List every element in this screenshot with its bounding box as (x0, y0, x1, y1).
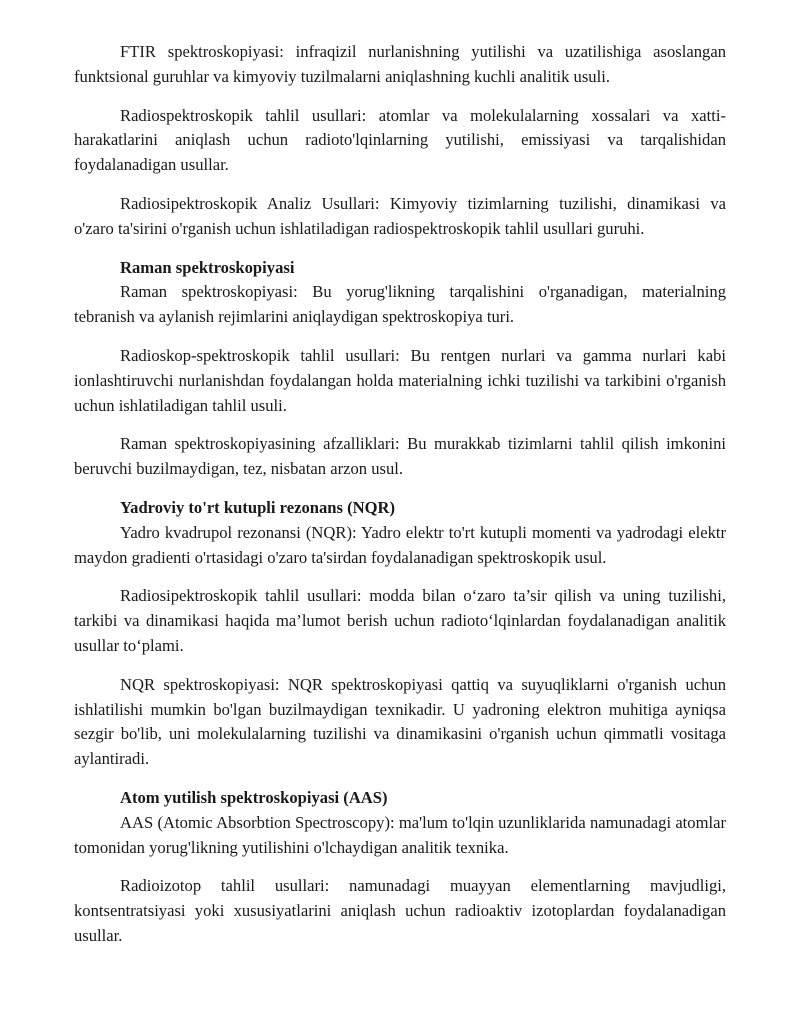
paragraph-radiospectroscopic-analysis: Radiosipektroskopik Analiz Usullari: Kimyoviy tizimlarning tuzilishi, dinamikasi va o'zaro ta'sirini o'rganish uchun ishlatiladigan radiospektroskopik tahlil usullari guruhi. (74, 193, 726, 238)
paragraph-raman-advantages: Raman spektroskopiyasining afzalliklari: Bu murakkab tizimlarni tahlil qilish imkonini beruvchi buzilmaydigan, tez, nisbatan arzon usul. (74, 434, 726, 479)
paragraph-radioscope-methods: Radioskop-spektroskopik tahlil usullari: Bu rentgen nurlari va gamma nurlari kabi ionlashtiruvchi nurlanishdan foydalangan holda materialning ichki tuzilishi va tarkibini o'rganish uchun ishlatiladigan tahlil usuli. (74, 345, 726, 415)
document-page (74, 40, 726, 963)
paragraph-radioisotope-methods: Radioizotop tahlil usullari: namunadagi muayyan elementlarning mavjudligi, kontsentratsiyasi yoki xususiyatlarini aniqlash uchun radioaktiv izotoplardan foydalanadigan usullar. (74, 876, 726, 945)
heading-aas: Atom yutilish spektroskopiyasi (AAS) (120, 787, 388, 807)
paragraph-radiospectroscopic-methods: Radiospektroskopik tahlil usullari: atomlar va molekulalarning xossalari va xatti-harakatlarini aniqlash uchun radioto'lqinlarning yutilishi, emissiyasi va tarqalishidan foydalanadigan usullar. (74, 105, 726, 175)
paragraph-raman-definition: Raman spektroskopiyasi: Bu yorug'likning tarqalishini o'rganadigan, materialning tebranish va aylanish rejimlarini aniqlaydigan spektroskopiya turi. (74, 282, 726, 327)
paragraph-ftir: FTIR spektroskopiyasi: infraqizil nurlanishning yutilishi va uzatilishiga asoslangan funktsional guruhlar va kimyoviy tuzilmalarni aniqlashning kuchli analitik usuli. (74, 42, 726, 86)
paragraph-aas-definition: AAS (Atomic Absorbtion Spectroscopy): ma'lum to'lqin uzunliklarida namunadagi atomlar tomonidan yorug'likning yutilishini o'lchaydigan analitik texnika. (74, 812, 726, 857)
paragraph-nqr-spectroscopy: NQR spektroskopiyasi: NQR spektroskopiyasi qattiq va suyuqliklarni o'rganish uchun ishlatilishi mumkin bo'lgan buzilmaydigan texnikadir. U yadroning elektron muhitiga ayniqsa sezgir bo'lib, uni molekulalarning tuzilishi va dinamikasini o'rganish uchun qimmatli vositaga aylantiradi. (74, 674, 726, 769)
paragraph-nqr-definition: Yadro kvadrupol rezonansi (NQR): Yadro elektr to'rt kutupli momenti va yadrodagi elektr maydon gradienti o'rtasidagi o'zaro ta'sirdan foydalanadigan spektroskopik usul. (74, 522, 726, 567)
paragraph-radiospectroscopic-set: Radiosipektroskopik tahlil usullari: modda bilan o‘zaro ta’sir qilish va uning tuzilishi, tarkibi va dinamikasi haqida ma’lumot berish uchun radioto‘lqinlardan foydalanadigan analitik usullar to‘plami. (74, 586, 726, 655)
heading-raman: Raman spektroskopiyasi (120, 257, 295, 277)
heading-nqr: Yadroviy to'rt kutupli rezonans (NQR) (120, 497, 396, 517)
